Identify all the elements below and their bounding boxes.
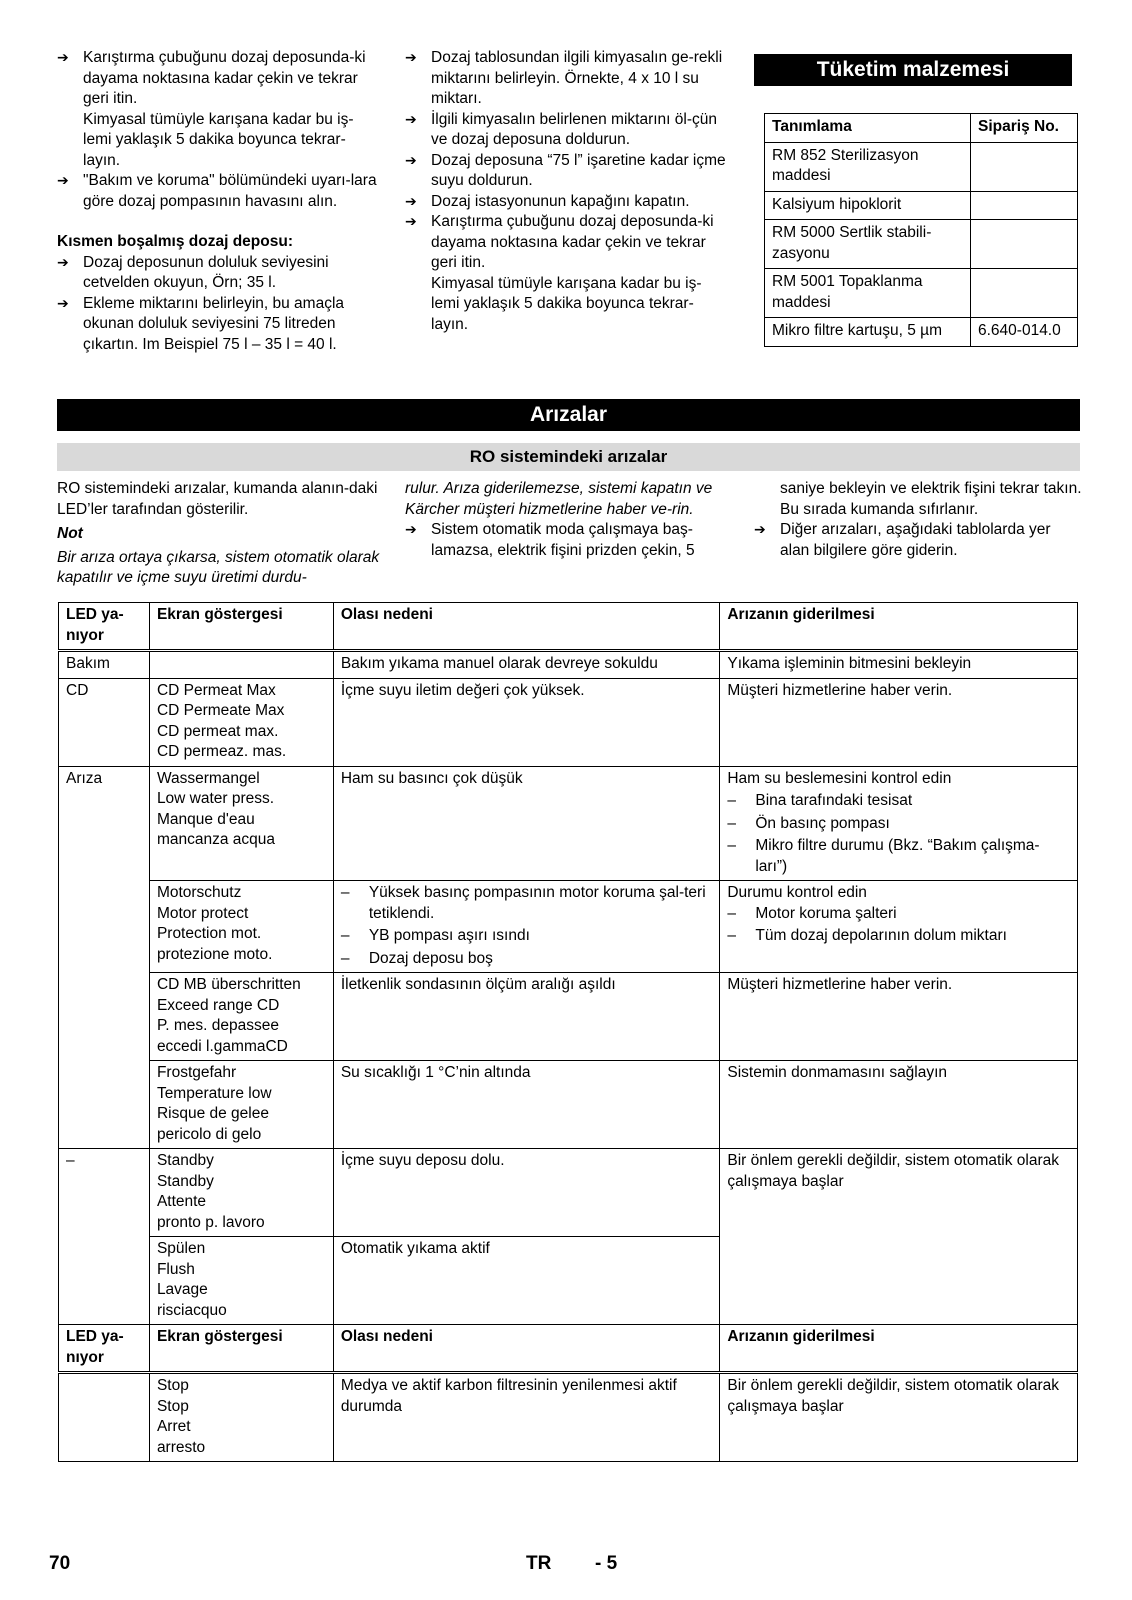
table-cell: RM 5001 Topaklanma maddesi [765, 269, 971, 318]
cause-cell: İletkenlik sondasının ölçüm aralığı aşıldı [333, 973, 720, 1061]
table-cell: Kalsiyum hipoklorit [765, 191, 971, 220]
table-row [59, 1373, 1078, 1462]
instruction-step-cont: saniye bekleyin ve elektrik fişini tekrar takın. Bu sırada kumanda sıfırlanır. [780, 480, 1082, 518]
cause-cell: Bakım yıkama manuel olarak devreye sokuldu [333, 651, 720, 679]
column-left [57, 48, 381, 355]
instruction-step: ➔ Dozaj istasyonunun kapağını kapatın. [405, 192, 729, 213]
cause-cell: Ham su basıncı çok düşük [333, 766, 720, 881]
instruction-step: ➔ Dozaj tablosundan ilgili kimyasalın ge-rekli miktarını belirleyin. Örnekte, 4 x 10 l su miktarı. [405, 48, 729, 110]
table-header-row [59, 1325, 1078, 1373]
consumables-title: Tüketim malzemesi [754, 54, 1072, 86]
display-cell: Wassermangel Low water press. Manque d'eau mancanza acqua [149, 766, 333, 881]
display-cell: Stop Stop Arret arresto [149, 1373, 333, 1462]
header-cell: Ekran göstergesi [149, 1325, 333, 1373]
faults-subtitle: RO sistemindeki arızalar [57, 443, 1080, 471]
intro-text: RO sistemindeki arızalar, kumanda alanın-daki LED’ler tarafından gösterilir. [57, 480, 378, 518]
table-row [765, 220, 1078, 269]
table-row [59, 1149, 1078, 1237]
display-cell: CD MB überschritten Exceed range CD P. mes. depassee eccedi l.gammaCD [149, 973, 333, 1061]
header-cell: Tanımlama [765, 114, 971, 143]
cause-cell: Otomatik yıkama aktif [333, 1237, 720, 1325]
instruction-note: Kimyasal tümüyle karışana kadar bu iş-lemi yaklaşık 5 dakika boyunca tekrar-layın. [83, 110, 354, 169]
header-cell: Olası nedeni [333, 1325, 720, 1373]
led-cell: CD [59, 678, 150, 766]
table-cell [971, 220, 1078, 269]
display-cell: CD Permeat Max CD Permeate Max CD permeat max. CD permeaz. mas. [149, 678, 333, 766]
table-row [765, 269, 1078, 318]
faults-intro-middle [405, 479, 735, 561]
remedy-cell: Yıkama işleminin bitmesini bekleyin [720, 651, 1078, 679]
table-cell [971, 142, 1078, 191]
table-cell [971, 269, 1078, 318]
table-cell: 6.640-014.0 [971, 318, 1078, 347]
remedy-cell: Sistemin donmamasını sağlayın [720, 1061, 1078, 1149]
table-row [59, 766, 1078, 881]
language-code: TR [526, 1553, 552, 1574]
page-number: 70 [49, 1553, 71, 1574]
consumables-table [764, 113, 1078, 347]
table-row [765, 318, 1078, 347]
table-header-row [59, 603, 1078, 651]
display-cell: Standby Standby Attente pronto p. lavoro [149, 1149, 333, 1237]
cause-cell: – Yüksek basınç pompasının motor koruma şal-teri tetiklendi. – YB pompası aşırı ısındı – Dozaj deposu boş [333, 881, 720, 973]
led-cell [59, 1373, 150, 1462]
display-cell [149, 651, 333, 679]
cause-cell: İçme suyu deposu dolu. [333, 1149, 720, 1237]
instruction-step: ➔ Sistem otomatik moda çalışmaya baş-lamazsa, elektrik fişini prizden çekin, 5 [405, 520, 735, 561]
table-header-row [765, 114, 1078, 143]
instruction-step: ➔ Karıştırma çubuğunu dozaj deposunda-ki dayama noktasına kadar çekin ve tekrar geri itin. [405, 212, 729, 274]
table-row [59, 881, 1078, 973]
led-cell: Arıza [59, 766, 150, 1149]
table-row [59, 1061, 1078, 1149]
header-cell: Arızanın giderilmesi [720, 1325, 1078, 1373]
header-cell: Sipariş No. [971, 114, 1078, 143]
column-middle [405, 48, 729, 335]
faults-intro-right [754, 479, 1084, 561]
faults-title: Arızalar [57, 399, 1080, 431]
instruction-note: Kimyasal tümüyle karışana kadar bu iş-lemi yaklaşık 5 dakika boyunca tekrar-layın. [431, 274, 702, 333]
table-row [59, 973, 1078, 1061]
section-heading: Kısmen boşalmış dozaj deposu: [57, 233, 293, 250]
led-cell: – [59, 1149, 150, 1325]
table-cell: Mikro filtre kartuşu, 5 µm [765, 318, 971, 347]
remedy-cell: Durumu kontrol edin – Motor koruma şalteri – Tüm dozaj depolarının dolum miktarı [720, 881, 1078, 973]
header-cell: Ekran göstergesi [149, 603, 333, 651]
remedy-cell: Müşteri hizmetlerine haber verin. [720, 973, 1078, 1061]
header-cell: Olası nedeni [333, 603, 720, 651]
remedy-cell: Ham su beslemesini kontrol edin – Bina tarafındaki tesisat – Ön basınç pompası – Mikro filtre durumu (Bkz. “Bakım çalışma-ları”) [720, 766, 1078, 881]
instruction-step: ➔ İlgili kimyasalın belirlenen miktarını öl-çün ve dozaj deposuna doldurun. [405, 110, 729, 151]
led-cell: Bakım [59, 651, 150, 679]
table-row [59, 651, 1078, 679]
instruction-step: ➔ Karıştırma çubuğunu dozaj deposunda-ki dayama noktasına kadar çekin ve tekrar geri itin. [57, 48, 381, 110]
note-text: Bir arıza ortaya çıkarsa, sistem otomatik olarak kapatılır ve içme suyu üretimi durdu- [57, 548, 380, 586]
table-cell [971, 191, 1078, 220]
header-cell: LED ya-nıyor [59, 603, 150, 651]
instruction-step: ➔ Dozaj deposunun doluluk seviyesini cetvelden okuyun, Örn; 35 l. [57, 253, 381, 294]
remedy-cell: Bir önlem gerekli değildir, sistem otomatik olarak çalışmaya başlar [720, 1149, 1078, 1325]
table-row [765, 142, 1078, 191]
display-cell: Frostgefahr Temperature low Risque de gelee pericolo di gelo [149, 1061, 333, 1149]
table-cell: RM 852 Sterilizasyon maddesi [765, 142, 971, 191]
cause-cell: Medya ve aktif karbon filtresinin yenilenmesi aktif durumda [333, 1373, 720, 1462]
remedy-cell: Müşteri hizmetlerine haber verin. [720, 678, 1078, 766]
header-cell: Arızanın giderilmesi [720, 603, 1078, 651]
faults-intro-left [57, 479, 387, 589]
remedy-cell: Bir önlem gerekli değildir, sistem otomatik olarak çalışmaya başlar [720, 1373, 1078, 1462]
cause-cell: Su sıcaklığı 1 °C’nin altında [333, 1061, 720, 1149]
note-label: Not [57, 525, 83, 542]
note-text-cont: rulur. Arıza giderilemezse, sistemi kapatın ve Kärcher müşteri hizmetlerine haber ve-rin. [405, 480, 713, 518]
table-row [59, 678, 1078, 766]
display-cell: Spülen Flush Lavage risciacquo [149, 1237, 333, 1325]
instruction-step: ➔ Diğer arızaları, aşağıdaki tablolarda yer alan bilgilere göre giderin. [754, 520, 1084, 561]
table-row [765, 191, 1078, 220]
table-cell: RM 5000 Sertlik stabili-zasyonu [765, 220, 971, 269]
fault-table [58, 602, 1078, 1462]
instruction-step: ➔ Ekleme miktarını belirleyin, bu amaçla okunan doluluk seviyesini 75 litreden çıkartın. Im Beispiel 75 l – 35 l = 40 l. [57, 294, 381, 356]
display-cell: Motorschutz Motor protect Protection mot. protezione moto. [149, 881, 333, 973]
cause-cell: İçme suyu iletim değeri çok yüksek. [333, 678, 720, 766]
header-cell: LED ya-nıyor [59, 1325, 150, 1373]
instruction-step: ➔ "Bakım ve koruma" bölümündeki uyarı-lara göre dozaj pompasının havasını alın. [57, 171, 381, 212]
sub-page-number: - 5 [595, 1553, 618, 1574]
instruction-step: ➔ Dozaj deposuna “75 l” işaretine kadar içme suyu doldurun. [405, 151, 729, 192]
